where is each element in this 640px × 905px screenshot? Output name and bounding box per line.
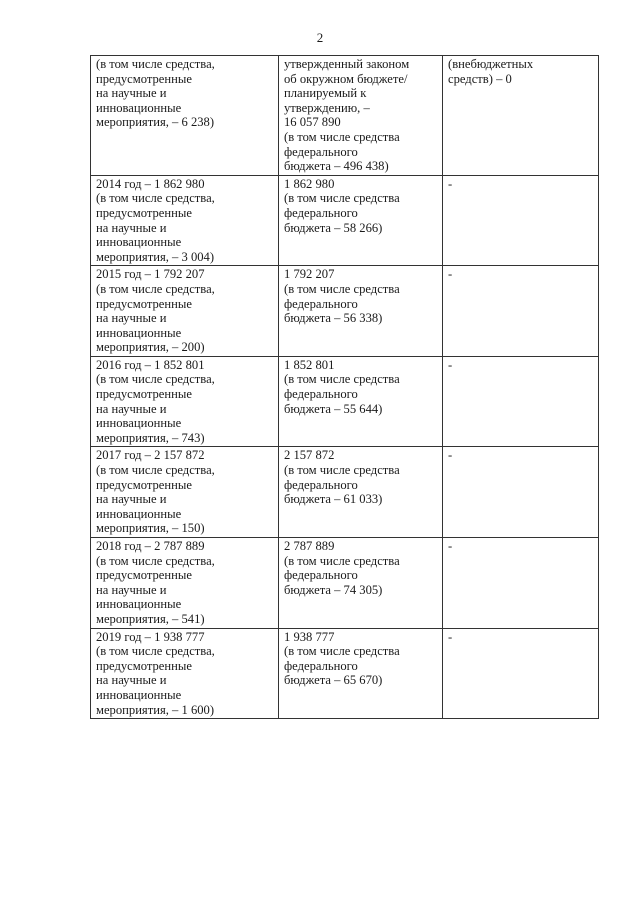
extrabudgetary-cell: (внебюджетных средств) – 0 (443, 56, 599, 176)
total-funding-cell: 2014 год – 1 862 980 (в том числе средства, предусмотренные на научные и инновационные мероприятия, – 3 004) (91, 175, 279, 266)
district-budget-cell: 2 157 872 (в том числе средства федерального бюджета – 61 033) (279, 447, 443, 538)
table-row (91, 56, 599, 176)
district-budget-cell: утвержденный законом об окружном бюджете/ планируемый к утверждению, – 16 057 890 (в том числе средства федерального бюджета – 496 438) (279, 56, 443, 176)
extrabudgetary-cell: - (443, 628, 599, 719)
page-number: 2 (316, 30, 324, 45)
extrabudgetary-cell: - (443, 175, 599, 266)
total-funding-cell: 2018 год – 2 787 889 (в том числе средства, предусмотренные на научные и инновационные мероприятия, – 541) (91, 538, 279, 629)
district-budget-cell: 1 852 801 (в том числе средства федерального бюджета – 55 644) (279, 356, 443, 447)
total-funding-cell: 2019 год – 1 938 777 (в том числе средства, предусмотренные на научные и инновационные мероприятия, – 1 600) (91, 628, 279, 719)
table-row (91, 447, 599, 538)
table-row (91, 266, 599, 357)
table-row (91, 628, 599, 719)
total-funding-cell: 2017 год – 2 157 872 (в том числе средства, предусмотренные на научные и инновационные мероприятия, – 150) (91, 447, 279, 538)
district-budget-cell: 1 792 207 (в том числе средства федерального бюджета – 56 338) (279, 266, 443, 357)
table-row (91, 538, 599, 629)
extrabudgetary-cell: - (443, 356, 599, 447)
total-funding-cell: (в том числе средства, предусмотренные на научные и инновационные мероприятия, – 6 238) (91, 56, 279, 176)
extrabudgetary-cell: - (443, 266, 599, 357)
table-row (91, 175, 599, 266)
budget-table (90, 55, 599, 719)
extrabudgetary-cell: - (443, 538, 599, 629)
extrabudgetary-cell: - (443, 447, 599, 538)
table-row (91, 356, 599, 447)
total-funding-cell: 2016 год – 1 852 801 (в том числе средства, предусмотренные на научные и инновационные мероприятия, – 743) (91, 356, 279, 447)
district-budget-cell: 1 938 777 (в том числе средства федерального бюджета – 65 670) (279, 628, 443, 719)
district-budget-cell: 1 862 980 (в том числе средства федерального бюджета – 58 266) (279, 175, 443, 266)
district-budget-cell: 2 787 889 (в том числе средства федерального бюджета – 74 305) (279, 538, 443, 629)
total-funding-cell: 2015 год – 1 792 207 (в том числе средства, предусмотренные на научные и инновационные мероприятия, – 200) (91, 266, 279, 357)
